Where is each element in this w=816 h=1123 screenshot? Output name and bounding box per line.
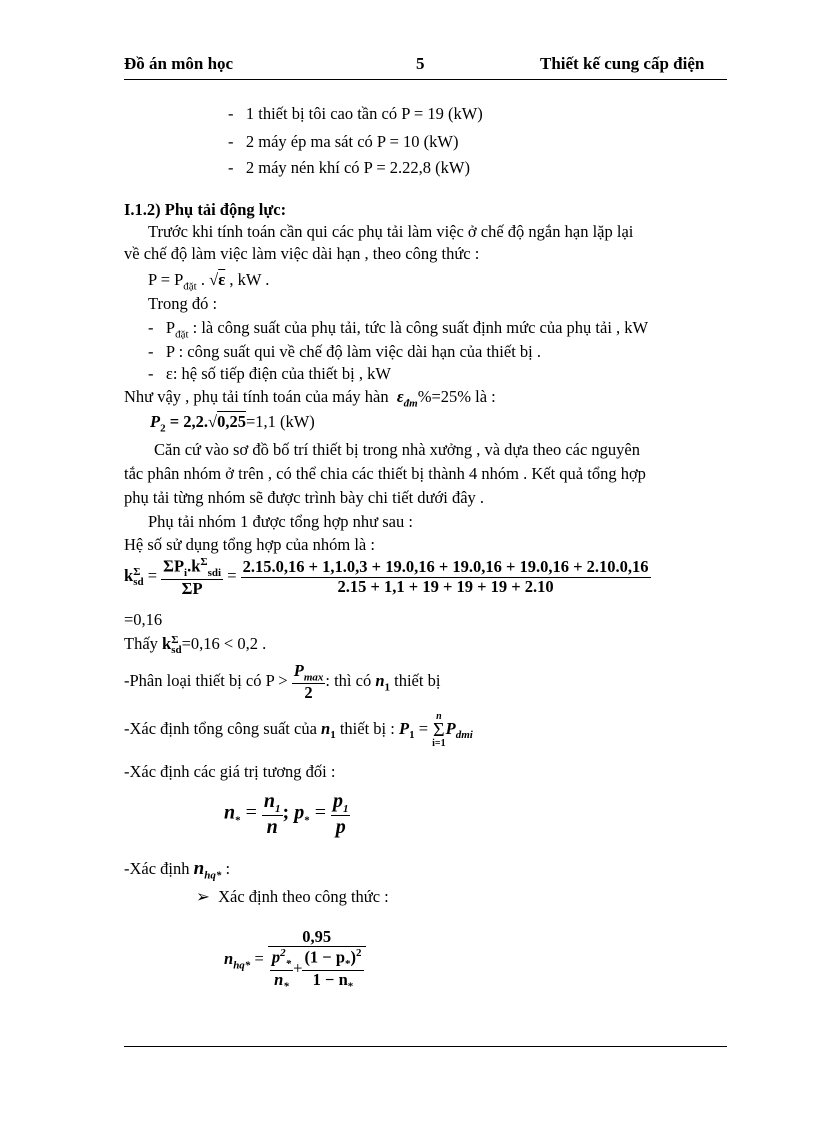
list-item: - 2 máy ép ma sát có P = 10 (kW) — [228, 132, 459, 151]
tong-cong-suat-line: -Xác định tổng công suất của $n_1$ thiết bị : $P_1$ = n Σ i=1 $P_{dmi}$ — [124, 711, 473, 749]
paragraph-line: Căn cứ vào sơ đồ bố trí thiết bị trong nhà xưởng , và dựa theo các nguyên — [154, 440, 641, 459]
ksd-formula: k Σ sd = $\frac{\Sigma P_i.k^\Sigma_{sdi}}{\Sigma P}$ = 2.15.0,16 + 1,1.0,3 + 19.0,16 + 19.0,16 + 19.0,16 + 2.10.0,16 2.15 + 1,1 + 19 + 19 + 19 + 2.10 — [124, 556, 649, 598]
definition-item: - P : công suất qui về chế độ làm việc dài hạn của thiết bị . — [148, 342, 542, 361]
list-item: - 1 thiết bị tôi cao tần có P = 19 (kW) — [228, 104, 483, 123]
paragraph-line: về chế độ làm việc làm việc dài hạn , theo công thức : — [124, 244, 480, 263]
list-item: - 2 máy nén khí có P = 2.22,8 (kW) — [228, 158, 470, 177]
ksd-value: =0,16 — [124, 610, 163, 629]
group1-intro: Phụ tải nhóm 1 được tổng hợp như sau : — [148, 512, 413, 531]
paragraph-line: phụ tải từng nhóm sẽ được trình bày chi tiết dưới đây . — [124, 488, 485, 507]
xac-dinh-nhq: -Xác định $n_{hq*}$ : — [124, 858, 231, 882]
power-formula: $P = P_{đặt}$ . √ε , kW . — [148, 270, 270, 293]
definition-item: - $P_{đặt}$ : là công suất của phụ tải, tức là công suất định mức của phụ tải , kW — [148, 318, 649, 341]
header-rule — [124, 79, 727, 80]
paragraph-line: tắc phân nhóm ở trên , có thể chia các thiết bị thành 4 nhóm . Kết quả tổng hợp — [124, 464, 646, 483]
arrow-bullet-icon: ➢ — [196, 887, 210, 906]
gia-tri-tuong-doi: -Xác định các giá trị tương đối : — [124, 762, 336, 781]
nhu-vay-line: Như vậy , phụ tải tính toán của máy hàn $\varepsilon_{đm}\%=25\%$ là : — [124, 387, 496, 410]
phan-loai-line: -Phân loại thiết bị có P > $\frac{P_{max}}{2}$ : thì có $n_1$ thiết bị — [124, 661, 441, 703]
page-number: 5 — [416, 54, 425, 73]
thay-line: Thấy k Σ sd =0,16 < 0,2 . — [124, 633, 267, 657]
header-left: Đồ án môn học — [124, 54, 234, 73]
p2-formula: $P_2 = 2,2.√0,25=1,1$ (kW) — [150, 412, 315, 435]
trong-do: Trong đó : — [148, 294, 218, 313]
relative-formula: $n_*$ = $\frac{n_1}{n}$ ; $p_*$ = $\frac{p_1}{p}$ — [224, 790, 349, 839]
paragraph-line: Trước khi tính toán cần qui các phụ tải làm việc ở chế độ ngắn hạn lặp lại — [148, 222, 634, 241]
ksd-intro: Hệ số sử dụng tổng hợp của nhóm là : — [124, 535, 375, 554]
nhq-formula: $n_{hq*}$ = 0,95 $\frac{p^2_*}{n_*}$ + $\frac{(1 - p_*)^2}{1 - n_*}$ — [224, 928, 366, 992]
definition-item: - ε: hệ số tiếp điện của thiết bị , kW — [148, 364, 391, 383]
bullet-line: ➢ Xác định theo công thức : — [196, 887, 389, 906]
header-right: Thiết kế cung cấp điện — [540, 54, 705, 73]
footer-rule — [124, 1046, 727, 1047]
section-heading: I.1.2) Phụ tải động lực: — [124, 200, 287, 219]
